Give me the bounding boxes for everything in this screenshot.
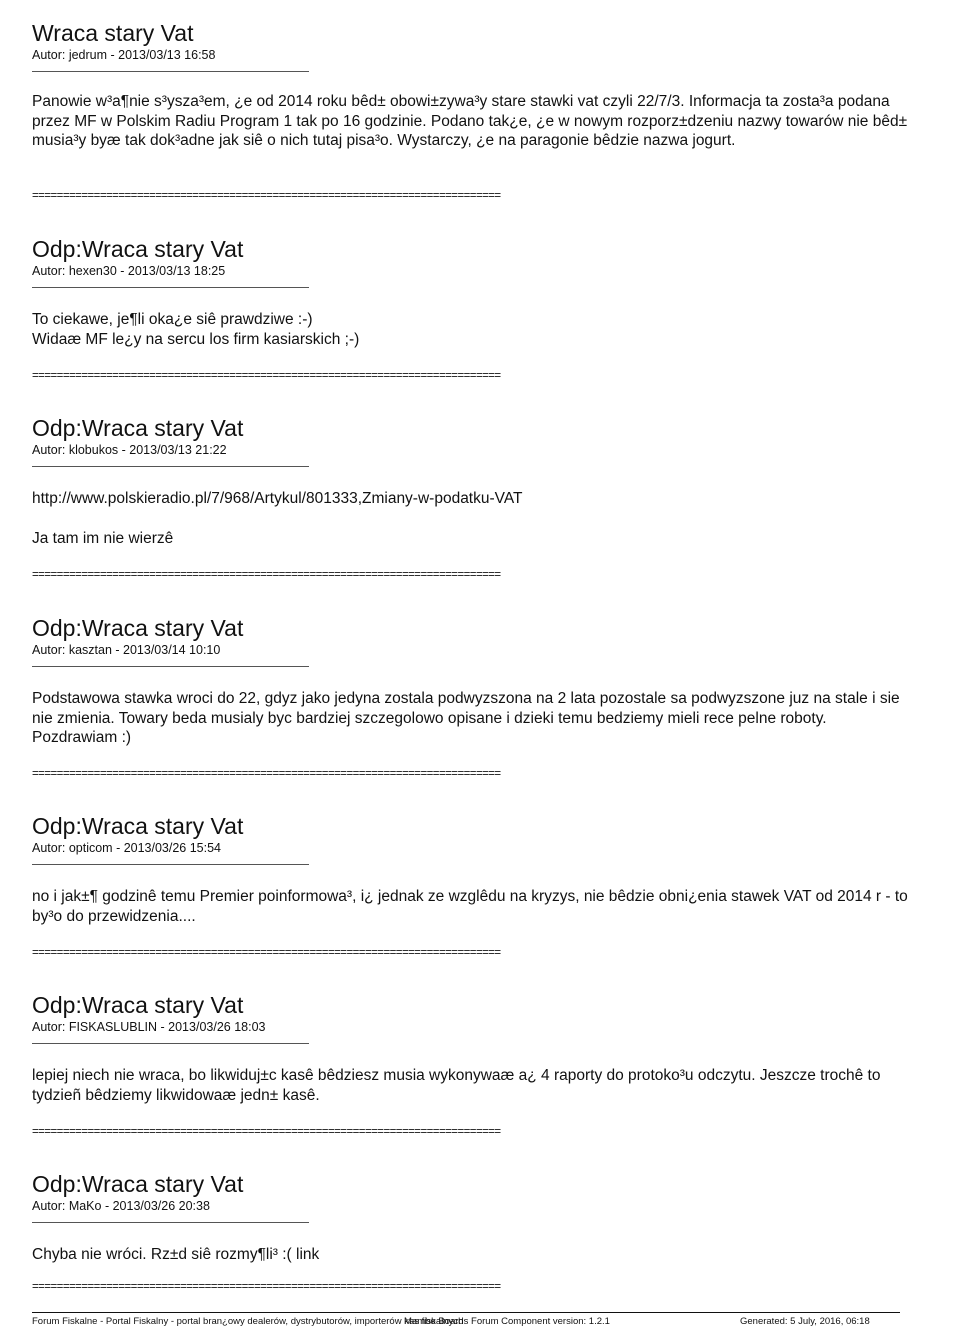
post-body	[32, 1066, 912, 1105]
post-paragraph: lepiej niech nie wraca, bo likwiduj±c kasê bêdziesz musia wykonywaæ a¿ 4 raporty do protoko³u odczytu. Jeszcze trochê to tydzieñ bêdziemy likwidowaæ jedn± kasê.	[32, 1067, 881, 1104]
post-author-meta: Autor: opticom - 2013/03/26 15:54	[32, 841, 222, 855]
post-paragraph: no i jak±¶ godzinê temu Premier poinformowa³, i¿ jednak ze wzglêdu na kryzys, nie bêdzie obni¿enia stawek VAT od 2014 r - to by³o do przewidzenia....	[32, 888, 908, 925]
post-title: Odp:Wraca stary Vat	[32, 1171, 244, 1197]
post-paragraph: Ja tam im nie wierzê	[32, 529, 174, 547]
post-body	[32, 92, 912, 151]
post-paragraph: Chyba nie wróci. Rz±d siê rozmy¶li³ :( link	[32, 1246, 320, 1263]
post-body	[32, 1245, 912, 1265]
post-title: Wraca stary Vat	[32, 20, 194, 46]
forum-post	[32, 1171, 912, 1265]
meta-divider	[32, 1043, 309, 1044]
post-title: Odp:Wraca stary Vat	[32, 992, 244, 1018]
footer-component-version: Mambo Boards Forum Component version: 1.2.1	[404, 1316, 610, 1327]
forum-post	[32, 236, 912, 349]
post-author-meta: Autor: FISKASLUBLIN - 2013/03/26 18:03	[32, 1020, 266, 1034]
post-paragraph: Panowie w³a¶nie s³ysza³em, ¿e od 2014 roku bêd± obowi±zywa³y stare stawki vat czyli 22/7/3. Informacja ta zosta³a podana przez MF w Polskim Radiu Program 1 tak po 16 godzinie. Podano tak¿e, ¿e w nowym rozporz±dzeniu nazwy towarów nie bêd± musia³y byæ tak dok³adne jak siê o nich tutaj pisa³o. Wystarczy, ¿e na paragonie bêdzie nazwa jogurt.	[32, 93, 908, 149]
post-separator: ============================================================================	[32, 190, 501, 202]
post-separator: ============================================================================	[32, 1126, 501, 1138]
post-separator: ============================================================================	[32, 569, 501, 581]
post-body	[32, 489, 912, 548]
meta-divider	[32, 466, 309, 467]
post-link[interactable]: http://www.polskieradio.pl/7/968/Artykul/801333,Zmiany-w-podatku-VAT	[32, 490, 523, 507]
post-title: Odp:Wraca stary Vat	[32, 415, 244, 441]
page-footer	[0, 1312, 960, 1332]
meta-divider	[32, 864, 309, 865]
post-separator: ============================================================================	[32, 768, 501, 780]
post-title: Odp:Wraca stary Vat	[32, 615, 244, 641]
post-body	[32, 887, 912, 926]
post-body	[32, 689, 912, 748]
meta-divider	[32, 1222, 309, 1223]
post-paragraph: Podstawowa stawka wroci do 22, gdyz jako jedyna zostala podwyzszona na 2 lata pozostale sa podwyzszone juz na stale i sie nie zmienia. Towary beda musialy byc bardziej szczegolowo opisane i dzieki temu bedziemy mieli rece pelne roboty. Pozdrawiam :)	[32, 690, 900, 746]
post-separator: ============================================================================	[32, 947, 501, 959]
footer-generated-date: Generated: 5 July, 2016, 06:18	[740, 1316, 870, 1327]
post-separator: ============================================================================	[32, 1281, 501, 1293]
footer-site-name: Forum Fiskalne - Portal Fiskalny - portal bran¿owy dealerów, dystrybutorów, importerów kas fiskalnych	[32, 1316, 464, 1327]
forum-post	[32, 615, 912, 748]
post-author-meta: Autor: kasztan - 2013/03/14 10:10	[32, 643, 221, 657]
post-body	[32, 310, 912, 349]
meta-divider	[32, 287, 309, 288]
post-author-meta: Autor: jedrum - 2013/03/13 16:58	[32, 48, 216, 62]
post-title: Odp:Wraca stary Vat	[32, 236, 244, 262]
forum-post	[32, 813, 912, 926]
meta-divider	[32, 71, 309, 72]
post-paragraph: To ciekawe, je¶li oka¿e siê prawdziwe :-) Widaæ MF le¿y na sercu los firm kasiarskich ;-)	[32, 311, 360, 348]
post-author-meta: Autor: klobukos - 2013/03/13 21:22	[32, 443, 227, 457]
post-author-meta: Autor: MaKo - 2013/03/26 20:38	[32, 1199, 210, 1213]
forum-post	[32, 20, 912, 151]
meta-divider	[32, 666, 309, 667]
post-author-meta: Autor: hexen30 - 2013/03/13 18:25	[32, 264, 226, 278]
post-separator: ============================================================================	[32, 370, 501, 382]
forum-post	[32, 992, 912, 1105]
forum-post	[32, 415, 912, 548]
post-title: Odp:Wraca stary Vat	[32, 813, 244, 839]
